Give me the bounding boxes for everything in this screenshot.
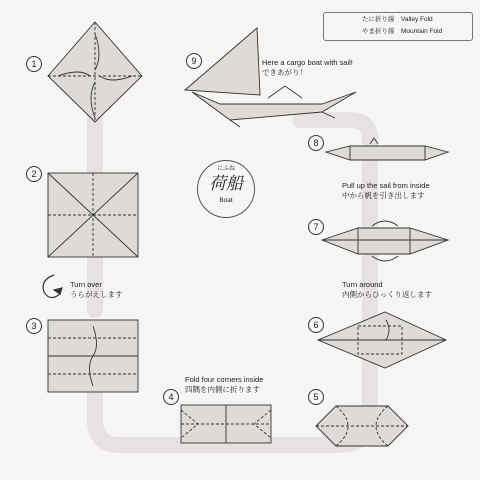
step8-diagram [326,138,448,160]
step5-diagram [316,406,408,446]
step7-caption-en: Turn around [342,280,383,289]
title-kanji: 荷船 [209,174,243,194]
step-number-1: 1 [26,56,42,72]
step-number-3: 3 [26,318,42,334]
step-number-5: 5 [308,389,324,405]
turn-over-ja: うらがえします [70,290,123,299]
legend [323,12,473,41]
step1-diagram [48,22,142,122]
turn-over-icon [43,275,62,298]
step-number-9: 9 [186,53,202,69]
step7-caption-ja: 内側からひっくり返します [342,290,432,299]
title-ruby: にふね [216,166,235,172]
title-english: Boat [219,197,233,204]
step-number-7: 7 [308,219,324,235]
step9-caption-ja: できあがり！ [262,68,307,77]
step-number-6: 6 [308,317,324,333]
step-number-4: 4 [163,389,179,405]
legend-valley-text: たに折り線 Valley Fold [362,16,433,23]
step4-caption-en: Fold four corners inside [185,375,264,384]
step9-caption-en: Here a cargo boat with sail! [262,58,353,67]
legend-mountain-text: やま折り線 Mountain Fold [362,28,443,35]
step6-diagram [318,312,446,368]
step4-caption-ja: 四隅を内側に折ります [185,385,260,394]
step2-diagram [48,173,138,257]
step3-diagram [48,320,138,392]
step4-diagram [181,405,271,443]
step8-caption-ja: 中から帆を引き出します [342,191,425,200]
step-number-8: 8 [308,135,324,151]
step7-diagram [322,221,448,261]
turn-over-en: Turn over [70,280,102,289]
step-number-2: 2 [26,166,42,182]
title-badge [197,160,255,218]
step8-caption-en: Pull up the sail from inside [342,181,430,190]
